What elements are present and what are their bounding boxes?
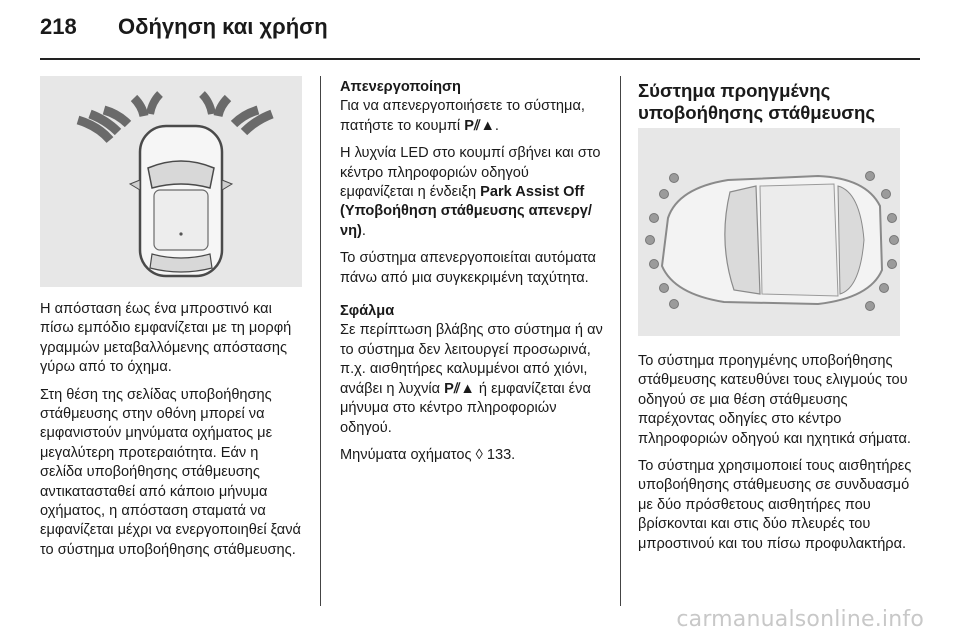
paragraph-vehicle-messages: Στη θέση της σελίδας υποβοήθησης στάθμευσης στην οθόνη μπορεί να εμφανιστούν μηνύματα οχήματος με μεγαλύτερη προτεραιότητα. Εάν η σελίδα υποβοήθησης στάθμευσης αντικατασταθεί από κάποιο μήνυμα οχήματος, η απόσταση σταματά να εμφανίζεται μέχρι να ενεργοποιηθεί ξανά το σύστημα υποβοήθησης στάθμευσης.: [40, 386, 301, 558]
column-divider-2: [620, 76, 621, 606]
parking-distance-figure: [40, 76, 302, 287]
paragraph-deactivate-instruction: Για να απενεργοποιήσετε το σύστημα, πατήστε το κουμπί P⫽▲.: [340, 98, 585, 134]
park-assist-off-message: Park Assist Off (Υποβοήθηση στάθμευσης απενεργ/νη): [340, 184, 592, 239]
page-number: 218: [40, 14, 77, 39]
paragraph-vehicle-messages-ref: Μηνύματα οχήματος ◊ 133.: [340, 446, 516, 463]
column-3-text: [638, 352, 924, 562]
page-title: Οδήγηση και χρήση: [118, 14, 328, 39]
heading-deactivation: Απενεργοποίηση: [340, 79, 461, 95]
paragraph-advanced-system-intro: Το σύστημα προηγμένης υποβοήθησης στάθμευσης κατευθύνει τους ελιγμούς του οδηγού σε μια θέση στάθμευσης παρέχοντας οδηγίες στο κέντρο πληροφοριών οδηγού και ηχητικά σήματα.: [638, 353, 911, 447]
paragraph-fault-description: Σε περίπτωση βλάβης στο σύστημα ή αν το σύστημα δεν λειτουργεί προσωρινά, π.χ. αισθητήρες καλυμμένοι από χιόνι, ανάβει η λυχνία P⫽▲ ή εμφανίζεται ένα μήνυμα στο κέντρο πληροφοριών οδηγού.: [340, 322, 603, 436]
watermark: carmanualsonline.info: [676, 607, 924, 632]
heading-fault: Σφάλμα: [340, 303, 395, 320]
car-sensors-illustration: [638, 128, 900, 336]
paragraph-distance-display: Η απόσταση έως ένα μπροστινό και πίσω εμπόδιο εμφανίζεται με τη μορφή γραμμών μεταβαλλόμενης απόστασης γύρω από το όχημα.: [40, 301, 292, 376]
park-assist-warning-icon: P⫽▲: [444, 380, 475, 397]
column-2-text: [340, 78, 606, 473]
paragraph-auto-deactivation: Το σύστημα απενεργοποιείται αυτόματα πάνω από μια συγκεκριμένη ταχύτητα.: [340, 250, 596, 286]
park-assist-button-icon: P⫽▲: [464, 117, 495, 134]
column-1-text: [40, 300, 304, 568]
page-reference-icon: ◊: [475, 446, 483, 463]
paragraph-advanced-system-sensors: Το σύστημα χρησιμοποιεί τους αισθητήρες υποβοήθησης στάθμευσης σε συνδυασμό με δύο πρόσθετους αισθητήρες που βρίσκονται και στις δύο πλευρές του μπροστινού και του πίσω προφυλακτήρα.: [638, 458, 912, 552]
section-title-advanced-park-assist: Σύστημα προηγμένης υποβοήθησης στάθμευσης: [638, 80, 876, 123]
advanced-park-assist-figure: [638, 128, 900, 336]
header-rule: [40, 58, 920, 60]
car-top-view-distance-illustration: [40, 76, 302, 287]
column-3-title-block: [638, 80, 924, 132]
column-divider-1: [320, 76, 321, 606]
paragraph-led-off: Η λυχνία LED στο κουμπί σβήνει και στο κέντρο πληροφοριών οδηγού εμφανίζεται η ένδειξη Park Assist Off (Υποβοήθηση στάθμευσης απενεργ/νη).: [340, 145, 601, 239]
